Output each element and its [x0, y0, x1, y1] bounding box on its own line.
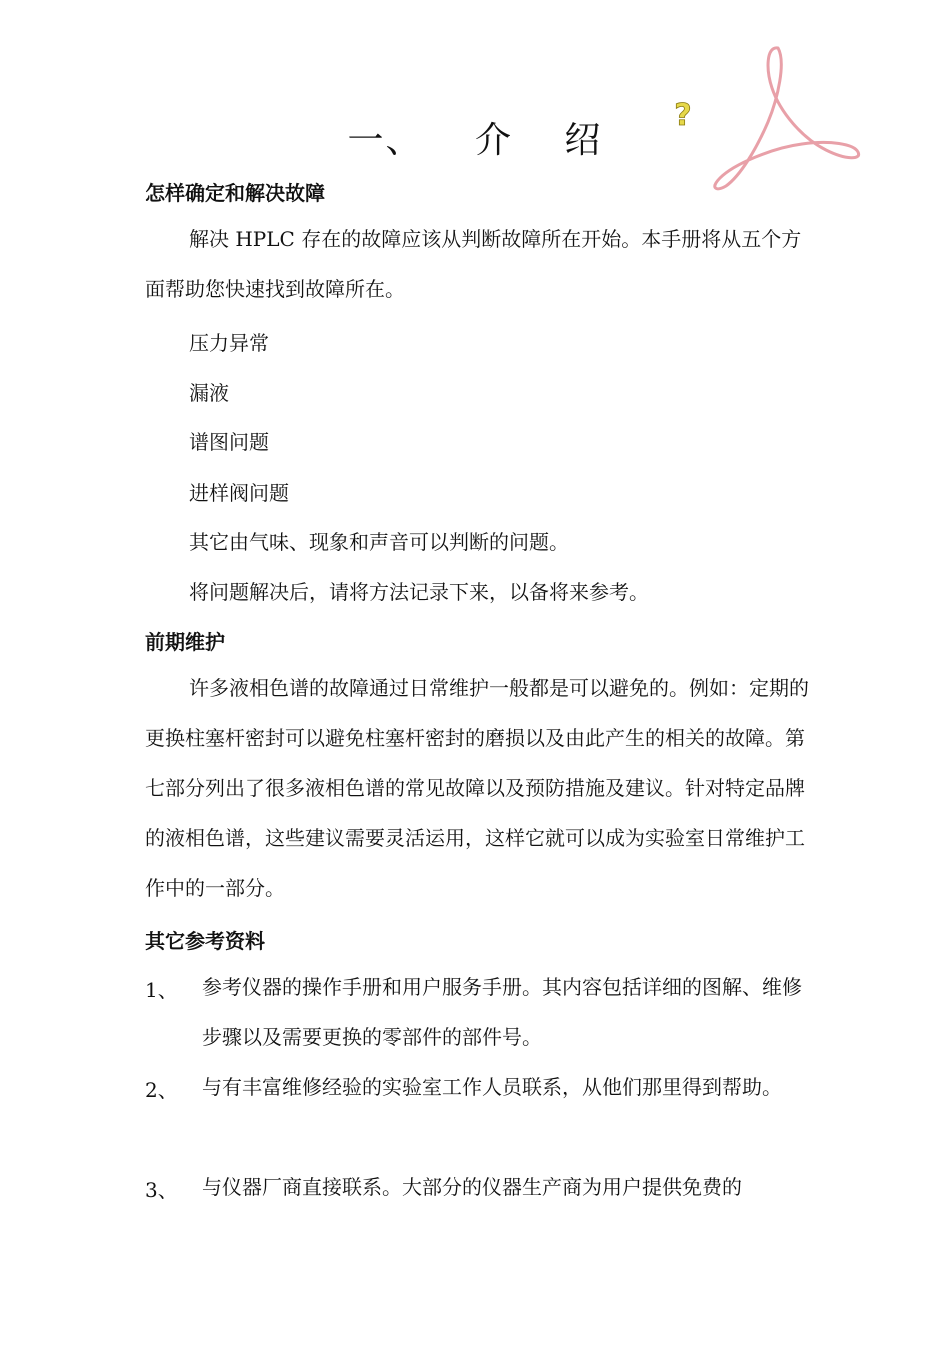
section-heading-maintenance: 前期维护 [145, 630, 225, 654]
list-number: 3、 [145, 1178, 178, 1202]
maintenance-paragraph: 许多液相色谱的故障通过日常维护一般都是可以避免的。例如：定期的更换柱塞杆密封可以避免柱塞杆密封的磨损以及由此产生的相关的故障。第七部分列出了很多液相色谱的常见故障以及预防措施及建议。针对特定品牌的液相色谱，这些建议需要灵活运用，这样它就可以成为实验室日常维护工作中的一部分。 [145, 676, 809, 900]
list-item: 压力异常 [189, 331, 269, 355]
list-item: 将问题解决后，请将方法记录下来，以备将来参考。 [189, 580, 649, 604]
reference-item-text: 参考仪器的操作手册和用户服务手册。其内容包括详细的图解、维修步骤以及需要更换的零部件的部件号。 [202, 975, 802, 1049]
list-item: 漏液 [189, 381, 229, 405]
list-item: 其它由气味、现象和声音可以判断的问题。 [189, 530, 569, 554]
reference-item-text: 与仪器厂商直接联系。大部分的仪器生产商为用户提供免费的 [202, 1175, 742, 1199]
section-heading-troubleshooting: 怎样确定和解决故障 [145, 181, 325, 205]
section-heading-references: 其它参考资料 [145, 929, 265, 953]
list-item: 谱图问题 [189, 430, 269, 454]
reference-item-text: 与有丰富维修经验的实验室工作人员联系，从他们那里得到帮助。 [202, 1075, 782, 1099]
list-number: 1、 [145, 978, 178, 1002]
intro-paragraph: 解决 HPLC 存在的故障应该从判断故障所在开始。本手册将从五个方面帮助您快速找到故障所在。 [145, 227, 802, 301]
svg-text:?: ? [674, 98, 692, 133]
page-title: 一、 介 绍 [347, 120, 603, 161]
list-item: 进样阀问题 [189, 481, 289, 505]
list-number: 2、 [145, 1078, 178, 1102]
help-question-icon [668, 97, 698, 133]
acrobat-logo-watermark [706, 40, 876, 200]
